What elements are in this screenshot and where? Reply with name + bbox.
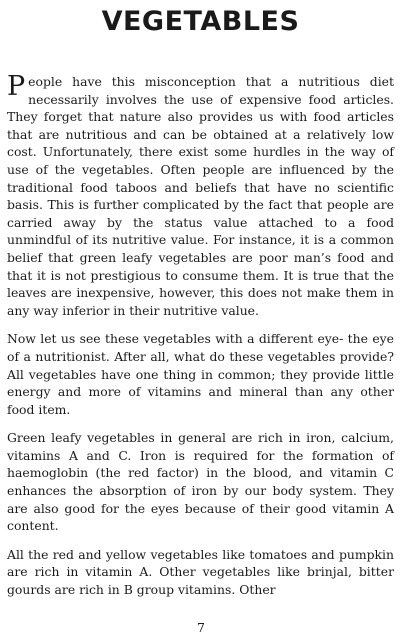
drop-cap-letter: P (7, 71, 26, 102)
chapter-title: VEGETABLES (101, 6, 300, 37)
paragraph-1-text: eople have this misconception that a nutritious diet necessarily involves the use of expensive food articles. They forget that nature also provides us with food articles that are nutritious and can be obtained at a relatively low cost. Unfortunately, there exist some hurdles in the way of use of the vegetables. Often people are influenced by the traditional food taboos and beliefs that have no scientific basis. This is further complicated by the fact that people are carried away by the status value attached to a food unmindful of its nutritive value. For instance, it is a common belief that green leafy vegetables are poor man’s food and that it is not prestigious to consume them. It is true that the leaves are inexpensive, however, this does not make them in any way inferior in their nutritive value. (7, 74, 394, 318)
page-number: 7 (197, 620, 205, 635)
paragraph-4: All the red and yellow vegetables like tomatoes and pumpkin are rich in vitamin A. Other vegetables like brinjal, bitter gourds are rich in B group vitamins. Other (7, 546, 394, 598)
body-text (7, 73, 394, 599)
paragraph-2: Now let us see these vegetables with a different eye- the eye of a nutritionist. After all, what do these vegetables provide? All vegetables have one thing in common; they provide little energy and more of vitamins and mineral than any other food item. (7, 331, 394, 417)
paragraph-3: Green leafy vegetables in general are rich in iron, calcium, vitamins A and C. Iron is required for the formation of haemoglobin (the red factor) in the blood, and vitamin C enhances the absorption of iron by our body system. They are also good for the eyes because of their good vitamin A content. (7, 430, 394, 534)
paragraph-1 (7, 73, 394, 319)
